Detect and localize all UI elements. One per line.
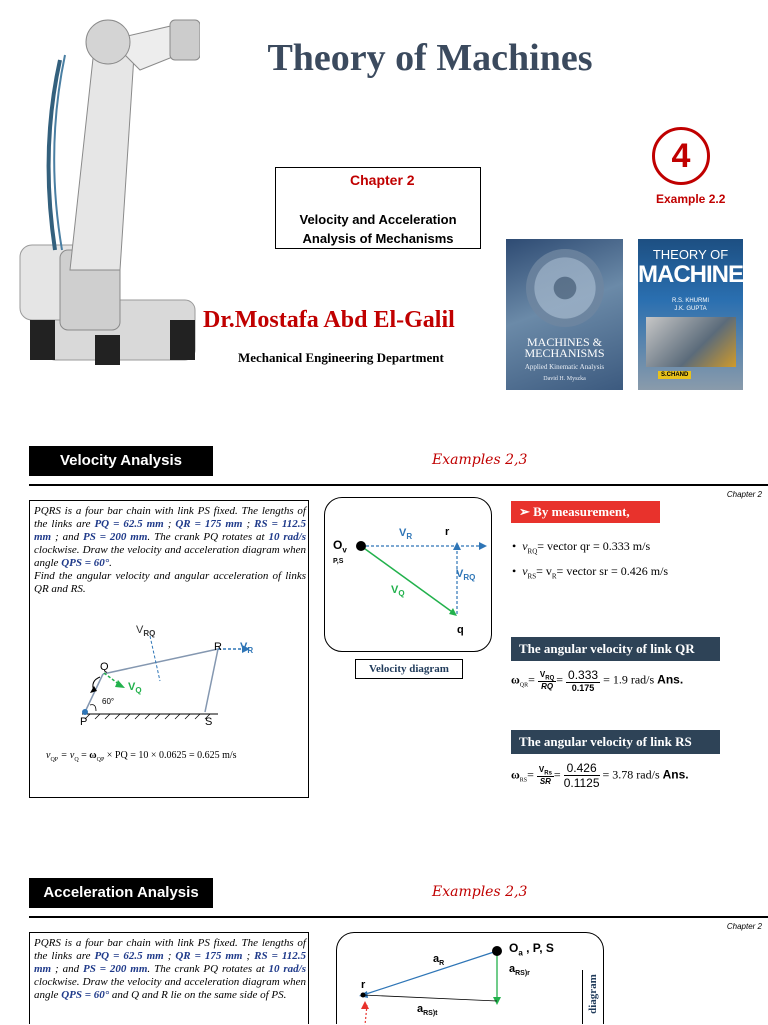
acceleration-problem-text: PQRS is a four bar chain with link PS fixed. The lengths of the links are PQ = 62.5 mm ; QR = 175 mm ; RS = 112.5 mm ; and PS = 200 mm. The crank PQ rotates at 10 rad/s clockwise. Draw the velocity and acceleration diagram when angle QPS = 60° and Q and R lie on the same side of PS. (34, 937, 307, 1001)
omega-qr-formula: $\omega_{QR}=$ $\frac{V_{RQ}}{RQ}$ = $\frac{0.333}{0.175}$ = 1.9 rad/s Ans. (511, 668, 684, 693)
mech-label-p: P (80, 716, 88, 728)
mech-label-vr: $V_R$ (240, 641, 254, 656)
lecture-number-badge: 4 (652, 127, 710, 185)
omega-qr-header: The angular velocity of link QR (511, 637, 720, 661)
book1-title (506, 337, 623, 359)
velocity-diagram-caption: Velocity diagram (355, 659, 463, 679)
vdiag-vq: $V_Q$ (391, 584, 405, 599)
mech-label-angle: 60° (102, 697, 115, 706)
book2-authors (638, 297, 743, 313)
vdiag-r: r (445, 526, 450, 538)
vdiag-q: q (457, 624, 464, 636)
chapter-subtitle-line1: Velocity and Acceleration (299, 212, 457, 227)
book1-title-line1: MACHINES & (526, 335, 602, 349)
arrow-right-icon: ➢ (519, 504, 534, 519)
acceleration-examples-label: Examples 2,3 (432, 884, 528, 900)
page-title: Theory of Machines (267, 37, 593, 79)
book2-author1: R.S. KHURMI (671, 298, 709, 304)
mech-label-r: R (214, 641, 222, 653)
measurement-header: ➢ By measurement, (511, 501, 660, 523)
vdiag-origin: $O_v$ (333, 538, 347, 555)
book2-title-line2: MACHINES (638, 261, 759, 288)
book2-publisher: S.CHAND (658, 371, 691, 379)
department-name: Mechanical Engineering Department (238, 350, 444, 365)
book-cover-machines-mechanisms (506, 239, 623, 390)
acceleration-diagram (337, 933, 603, 1025)
example-label: Example 2.2 (656, 192, 726, 206)
acceleration-diagram-caption: diagram (587, 974, 599, 1014)
vdiag-origin-note: P,S (333, 558, 344, 565)
vdiag-vr: $V_R$ (399, 527, 413, 542)
adiag-ars-t: $a_{RS)t}$ (417, 1003, 438, 1018)
book1-author: David H. Myszka (543, 376, 586, 382)
omega-rs-frac1: $\frac{V_{Rs}}{SR}$ (538, 764, 552, 787)
chapter-box (275, 167, 481, 249)
vq-equation: $v_{QP} = v_Q = \omega_{QP}$ × PQ = 10 × 0.0625 = 0.625 m/s (46, 750, 237, 763)
omega-qr-frac2: $\frac{0.333}{0.175}$ (568, 668, 599, 693)
velocity-section-header: Velocity Analysis (29, 446, 213, 476)
adiag-origin: $O_a$ , P, S (509, 941, 554, 958)
omega-rs-frac2: $\frac{0.426}{0.1125}$ (563, 761, 600, 790)
acceleration-caption-box (582, 970, 602, 1024)
mechanism-diagram (30, 611, 308, 736)
gear-icon (526, 249, 604, 327)
velocity-chapter-small: Chapter 2 (726, 490, 762, 499)
velocity-diagram-box (324, 497, 492, 652)
author-name: Dr.Mostafa Abd El-Galil (203, 307, 455, 333)
omega-rs-header: The angular velocity of link RS (511, 730, 720, 754)
book2-author2: J.K. GUPTA (674, 306, 707, 312)
adiag-ar: $a_R$ (433, 953, 445, 968)
velocity-problem-text: PQRS is a four bar chain with link PS fixed. The lengths of the links are PQ = 62.5 mm ; QR = 175 mm ; RS = 112.5 mm ; and PS = 200 mm. The crank PQ rotates at 10 rad/s clockwise. Draw the velocity and acceleration diagram when angle QPS = 60°. Find the angular velocity and angular acceleration of links QR and RS. (34, 505, 307, 595)
adiag-ars-r: $a_{RS)r}$ (509, 963, 530, 978)
acceleration-divider (29, 916, 768, 918)
velocity-divider (29, 484, 768, 486)
chapter-subtitle (276, 210, 480, 248)
mech-label-vrq: $V_{RQ}$ (136, 624, 156, 639)
chapter-subtitle-line2: Analysis of Mechanisms (302, 231, 454, 246)
acceleration-section-header: Acceleration Analysis (29, 878, 213, 908)
acceleration-problem-box (29, 932, 309, 1024)
mech-label-s: S (205, 716, 213, 728)
measurement-vrq: • $v_{RQ}=$ vector qr = 0.333 m/s (512, 539, 651, 556)
book2-cover-image (646, 317, 736, 367)
acceleration-diagram-box (336, 932, 604, 1024)
robot-arm-image (0, 0, 200, 395)
velocity-examples-label: Examples 2,3 (432, 452, 528, 468)
velocity-problem-box (29, 500, 309, 798)
omega-qr-frac1: $\frac{V_{RQ}}{RQ}$ (539, 669, 555, 692)
mech-label-q: Q (100, 661, 109, 673)
book-cover-theory-of-machines (638, 239, 759, 390)
book1-title-line2: MECHANISMS (524, 346, 605, 360)
mech-label-vq: $V_Q$ (128, 681, 142, 696)
omega-rs-formula: $\omega_{RS}=$ $\frac{V_{Rs}}{SR}$ = $\frac{0.426}{0.1125}$ = 3.78 rad/s Ans. (511, 761, 689, 790)
chapter-label: Chapter 2 (350, 172, 415, 188)
acceleration-chapter-small: Chapter 2 (726, 922, 762, 931)
vdiag-vrq: $V_{RQ}$ (456, 568, 476, 583)
book2-title-line1: THEORY OF (652, 247, 729, 262)
book1-subtitle: Applied Kinematic Analysis (524, 363, 605, 371)
measurement-vrs: • $v_{RS}= v_R=$ vector sr = 0.426 m/s (512, 564, 669, 581)
adiag-r: r (361, 979, 366, 991)
